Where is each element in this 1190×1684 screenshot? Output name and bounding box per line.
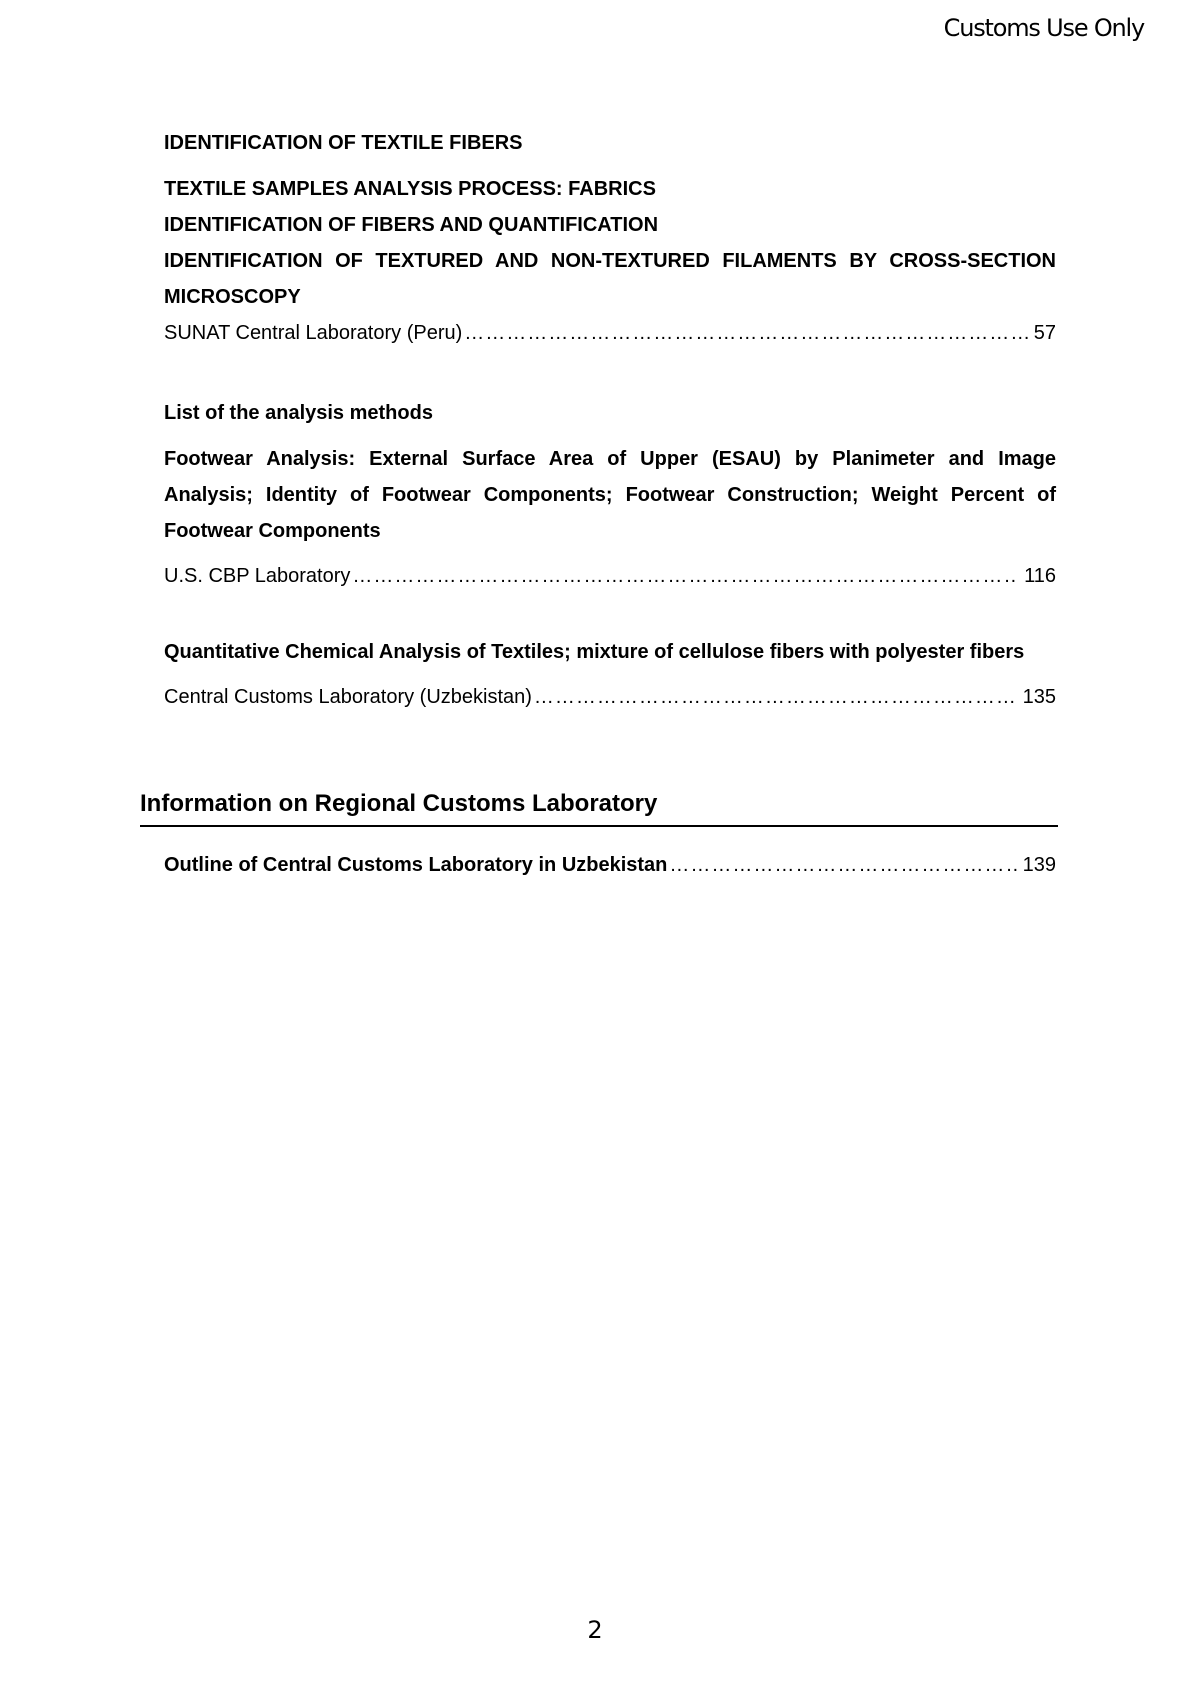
toc-entry-us-cbp[interactable] <box>164 558 1056 594</box>
toc-block-textiles-chemical <box>164 634 1056 715</box>
toc-title-textured-filaments: IDENTIFICATION OF TEXTURED AND NON-TEXTURED FILAMENTS BY CROSS-SECTION MICROSCOPY <box>164 250 1056 308</box>
dot-leader <box>462 315 1027 351</box>
toc-block-textile-samples <box>164 171 1056 351</box>
toc-entry-source: Central Customs Laboratory (Uzbekistan) <box>164 686 532 708</box>
customs-use-only-mark: Customs Use Only <box>943 14 1144 42</box>
toc-entry-source: SUNAT Central Laboratory (Peru) <box>164 322 463 344</box>
toc-block-analysis-methods <box>164 395 1056 431</box>
toc-entry-title: Outline of Central Customs Laboratory in Uzbekistan <box>164 854 668 876</box>
toc-title-textile-samples-fabrics: TEXTILE SAMPLES ANALYSIS PROCESS: FABRICS <box>164 178 656 200</box>
dot-leader <box>667 847 1016 883</box>
toc-entry-uzbekistan[interactable] <box>164 679 1056 715</box>
toc-title-quantitative-chemical: Quantitative Chemical Analysis of Textiles; mixture of cellulose fibers with polyester fibers <box>164 641 1025 663</box>
toc-entry-page: 135 <box>1022 686 1056 708</box>
toc-entry-sunat[interactable] <box>164 315 1056 351</box>
toc-block-textile-fibers <box>164 125 1056 161</box>
toc-block-regional <box>164 847 1056 883</box>
toc-entry-source: U.S. CBP Laboratory <box>164 565 351 587</box>
section-heading-regional-laboratory: Information on Regional Customs Laboratory <box>140 787 1058 827</box>
toc-entry-page: 116 <box>1024 565 1056 587</box>
dot-leader <box>532 679 1017 715</box>
toc-entry-page: 57 <box>1033 322 1056 344</box>
toc-heading-analysis-methods: List of the analysis methods <box>164 402 433 424</box>
toc-entry-page: 139 <box>1022 854 1056 876</box>
toc-entry-outline-uzbekistan[interactable] <box>164 847 1056 883</box>
toc-title-fibers-quantification: IDENTIFICATION OF FIBERS AND QUANTIFICATION <box>164 214 659 236</box>
page-number: 2 <box>587 1616 603 1644</box>
toc-block-footwear <box>164 441 1056 594</box>
toc-title-footwear-analysis: Footwear Analysis: External Surface Area of Upper (ESAU) by Planimeter and Image Analysis; Identity of Footwear Components; Footwear Construction; Weight Percent of Footwear Components <box>164 448 1056 542</box>
dot-leader <box>350 558 1018 594</box>
toc-title-identification-textile-fibers: IDENTIFICATION OF TEXTILE FIBERS <box>164 132 523 154</box>
